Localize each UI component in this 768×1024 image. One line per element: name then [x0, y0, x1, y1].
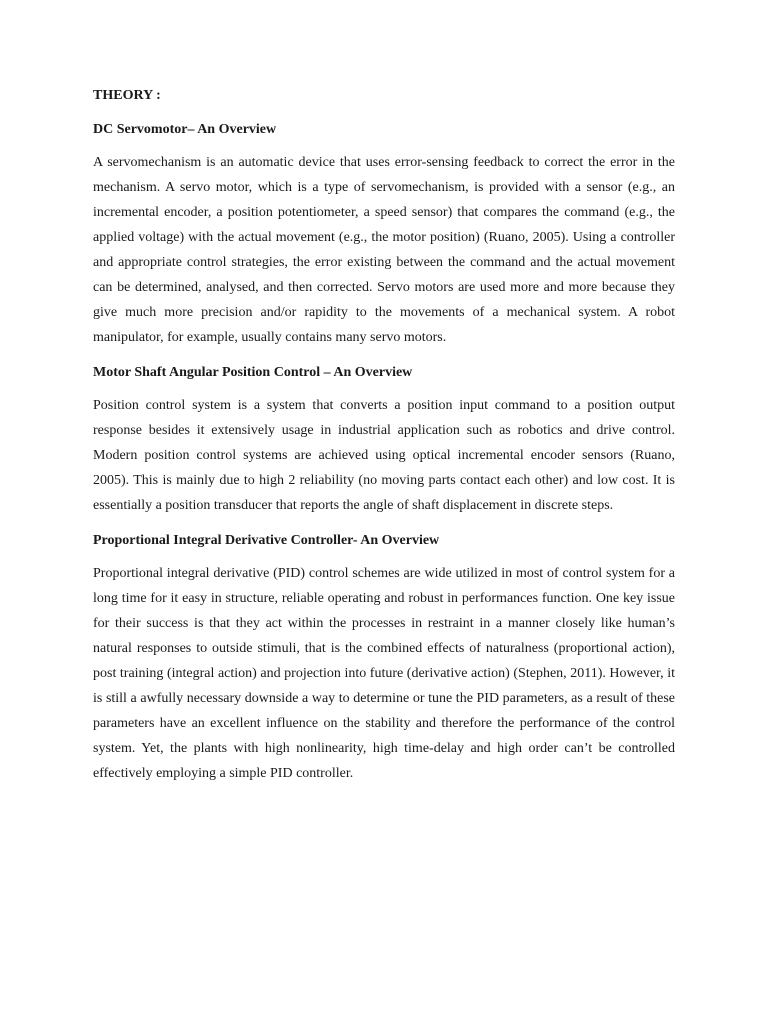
section-heading-position-control: Motor Shaft Angular Position Control – An Overview — [93, 365, 413, 380]
section-body-pid-controller: Proportional integral derivative (PID) control schemes are wide utilized in most of control system for a long time for it easy in structure, reliable operating and robust in performances function. One key issue for their success is that they act within the processes in restraint in a manner closely like human’s natural responses to outside stimuli, that is the combined effects of naturalness (proportional action), post training (integral action) and projection into future (derivative action) (Stephen, 2011). However, it is still a awfully necessary downside a way to determine or tune the PID parameters, as a result of these parameters have an excellent influence on the stability and therefore the performance of the control system. Yet, the plants with high nonlinearity, high time-delay and high order can’t be controlled effectively employing a simple PID controller. — [93, 566, 675, 781]
section-heading-pid-controller: Proportional Integral Derivative Controller- An Overview — [93, 533, 440, 548]
section-body-position-control: Position control system is a system that converts a position input command to a position output response besides it extensively usage in industrial application such as robotics and drive control. Modern position control systems are achieved using optical incremental encoder sensors (Ruano, 2005). This is mainly due to high 2 reliability (no moving parts contact each other) and low cost. It is essentially a position transducer that reports the angle of shaft displacement in discrete steps. — [93, 398, 675, 513]
document-content — [93, 86, 675, 786]
section-body-dc-servomotor: A servomechanism is an automatic device that uses error-sensing feedback to correct the error in the mechanism. A servo motor, which is a type of servomechanism, is provided with a sensor (e.g., an incremental encoder, a position potentiometer, a speed sensor) that compares the command (e.g., the applied voltage) with the actual movement (e.g., the motor position) (Ruano, 2005). Using a controller and appropriate control strategies, the error existing between the command and the actual movement can be determined, analysed, and then corrected. Servo motors are used more and more because they give much more precision and/or rapidity to the movements of a mechanical system. A robot manipulator, for example, usually contains many servo motors. — [93, 155, 675, 345]
theory-heading: THEORY : — [93, 88, 161, 103]
section-heading-dc-servomotor: DC Servomotor– An Overview — [93, 122, 277, 137]
